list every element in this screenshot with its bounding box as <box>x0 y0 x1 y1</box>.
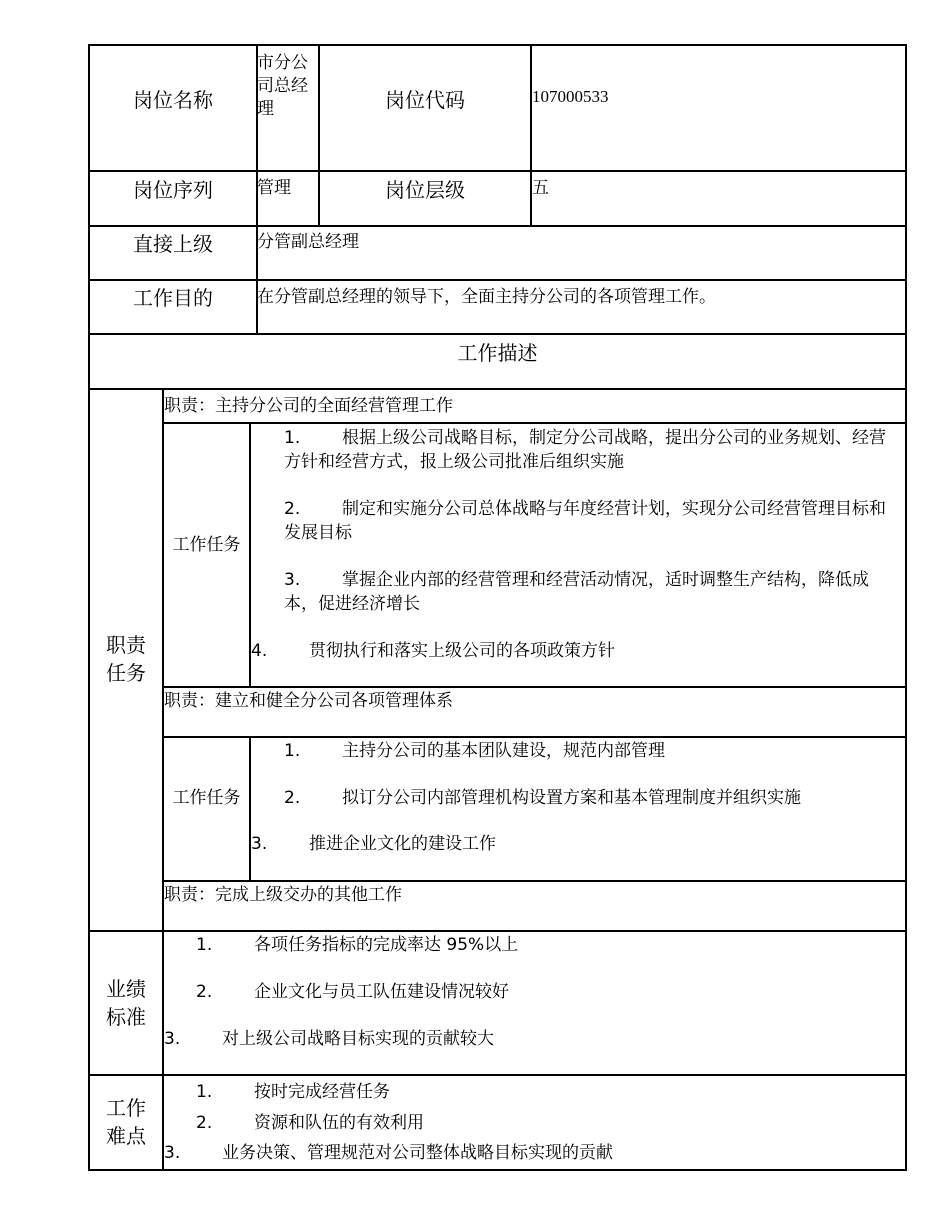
item-text: 业务决策、管理规范对公司整体战略目标实现的贡献 <box>222 1143 613 1163</box>
item-number: 2. <box>196 982 213 1002</box>
post-code-value: 107000533 <box>532 87 609 106</box>
task-number: 2. <box>284 499 301 519</box>
difficulty-item <box>196 1111 896 1135</box>
difficulty-item <box>196 1080 896 1104</box>
task-text: 主持分公司的基本团队建设，规范内部管理 <box>342 741 665 761</box>
work-description-title: 工作描述 <box>457 340 538 365</box>
duty-3-title: 职责：完成上级交办的其他工作 <box>164 885 402 905</box>
item-number: 1. <box>196 1082 213 1102</box>
section-label <box>90 388 162 930</box>
item-text: 企业文化与员工队伍建设情况较好 <box>254 982 509 1002</box>
duty-2-task <box>284 739 889 763</box>
performance-item <box>196 980 896 1004</box>
section-label-text: 职责任务 <box>106 633 146 685</box>
duty-1-task <box>251 639 891 663</box>
task-number: 1. <box>284 428 301 448</box>
difficulties-label-text: 工作难点 <box>106 1096 146 1148</box>
duty-2-task <box>284 786 889 810</box>
duty-2-title: 职责：建立和健全分公司各项管理体系 <box>164 691 453 711</box>
sequence-label: 岗位序列 <box>133 177 213 202</box>
duty-1-task <box>284 497 889 545</box>
duty-1-task <box>284 426 889 474</box>
duty-2-task <box>251 832 891 856</box>
duty-1-task <box>284 568 889 616</box>
performance-item <box>196 933 896 957</box>
task-number: 1. <box>284 741 301 761</box>
post-name-value: 市分公司总经理 <box>257 53 308 119</box>
superior-label: 直接上级 <box>133 231 213 256</box>
item-number: 2. <box>196 1113 213 1133</box>
task-number: 3. <box>284 570 301 590</box>
level-label: 岗位层级 <box>385 177 465 202</box>
task-text: 贯彻执行和落实上级公司的各项政策方针 <box>309 641 615 661</box>
post-name-label: 岗位名称 <box>133 87 213 112</box>
task-number: 4. <box>251 641 268 661</box>
post-code-label: 岗位代码 <box>385 87 465 112</box>
purpose-value: 在分管副总经理的领导下，全面主持分公司的各项管理工作。 <box>257 287 716 307</box>
task-text: 掌握企业内部的经营管理和经营活动情况，适时调整生产结构，降低成本，促进经济增长 <box>284 570 869 614</box>
task-text: 推进企业文化的建设工作 <box>309 834 496 854</box>
item-number: 1. <box>196 935 213 955</box>
purpose-label: 工作目的 <box>133 285 213 310</box>
task-text: 根据上级公司战略目标，制定分公司战略，提出分公司的业务规划、经营方针和经营方式，报上级公司批准后组织实施 <box>284 428 886 472</box>
duty-2-task-label: 工作任务 <box>172 788 241 808</box>
performance-label-text: 业绩标准 <box>106 976 146 1029</box>
difficulties-label <box>90 1075 162 1169</box>
duty-1-task-label: 工作任务 <box>172 534 241 555</box>
level-value: 五 <box>532 178 549 198</box>
duty-1-title: 职责：主持分公司的全面经营管理工作 <box>164 396 453 416</box>
task-number: 2. <box>284 788 301 808</box>
item-number: 3. <box>164 1143 181 1163</box>
performance-label <box>90 931 162 1074</box>
task-number: 3. <box>251 834 268 854</box>
item-text: 按时完成经营任务 <box>254 1082 390 1102</box>
superior-value: 分管副总经理 <box>257 232 359 252</box>
task-text: 制定和实施分公司总体战略与年度经营计划，实现分公司经营管理目标和发展目标 <box>284 499 886 543</box>
sequence-value: 管理 <box>257 178 291 198</box>
difficulty-item <box>164 1141 894 1165</box>
item-text: 各项任务指标的完成率达 95%以上 <box>254 935 519 955</box>
item-text: 资源和队伍的有效利用 <box>254 1113 424 1133</box>
performance-item <box>164 1027 894 1051</box>
task-text: 拟订分公司内部管理机构设置方案和基本管理制度并组织实施 <box>342 788 801 808</box>
item-number: 3. <box>164 1029 181 1049</box>
item-text: 对上级公司战略目标实现的贡献较大 <box>222 1029 494 1049</box>
